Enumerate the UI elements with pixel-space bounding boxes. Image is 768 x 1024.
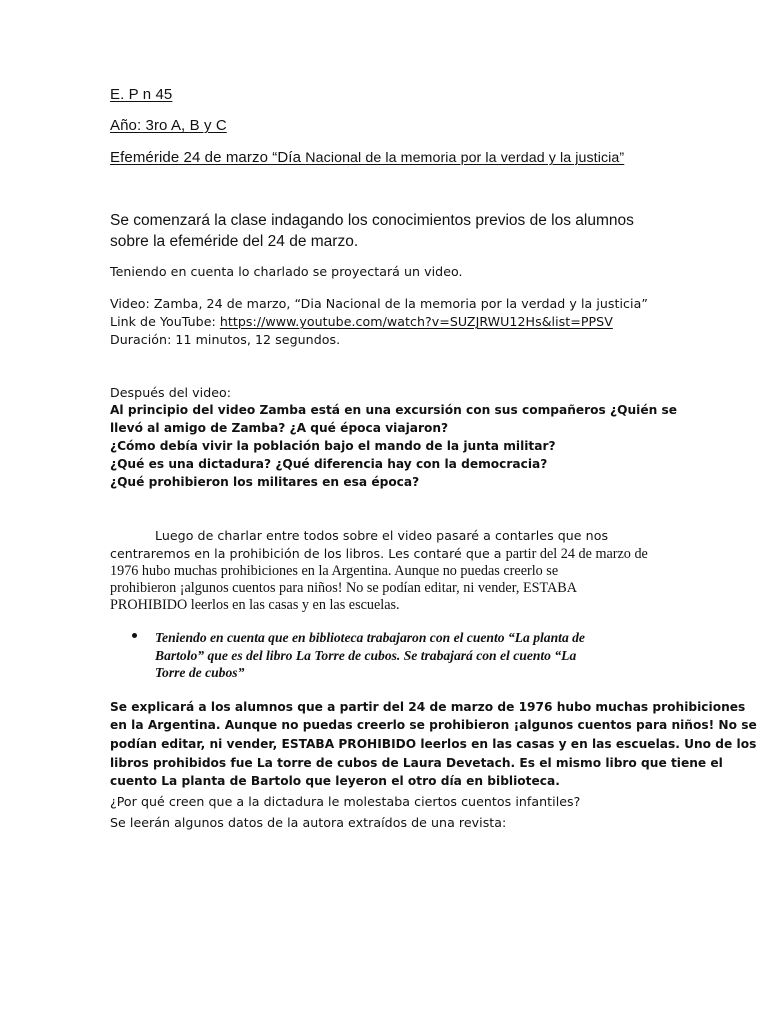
explanation-line-3: podían editar, ni vender, ESTABA PROHIBIDO leerlos en las casas y en las escuelas. Uno de los	[110, 737, 757, 751]
video-link-line	[110, 314, 613, 329]
ephemeris-prefix: Efeméride 24 de marzo “Día	[110, 149, 306, 166]
paragraph-line-4: prohibieron ¡algunos cuentos para niños! No se podían editar, ni vender, ESTABA	[110, 580, 577, 596]
explanation-line-5: cuento La planta de Bartolo que leyeron el otro día en biblioteca.	[110, 774, 560, 788]
intro-line-1: Se comenzará la clase indagando los conocimientos previos de los alumnos	[110, 212, 634, 229]
youtube-link[interactable]: https://www.youtube.com/watch?v=SUZJRWU12Hs&list=PPSV	[219, 314, 613, 329]
school-name: E. P n 45	[110, 86, 173, 103]
ephemeris-heading	[110, 149, 624, 166]
paragraph-line-5: PROHIBIDO leerlos en las casas y en las escuelas.	[110, 597, 400, 613]
video-intro: Teniendo en cuenta lo charlado se proyectará un video.	[110, 264, 463, 279]
bullet-line-3: Torre de cubos”	[155, 665, 245, 680]
bullet-line-1: Teniendo en cuenta que en biblioteca trabajaron con el cuento “La planta de	[155, 630, 585, 645]
explanation-line-2: en la Argentina. Aunque no puedas creerlo se prohibieron ¡algunos cuentos para niños! No se	[110, 718, 757, 732]
reflection-question: ¿Por qué creen que a la dictadura le molestaba ciertos cuentos infantiles?	[110, 794, 581, 809]
explanation-line-1: Se explicará a los alumnos que a partir del 24 de marzo de 1976 hubo muchas prohibiciones	[110, 700, 746, 714]
paragraph-line-3: 1976 hubo muchas prohibiciones en la Argentina. Aunque no puedas creerlo se	[110, 563, 559, 579]
paragraph-line-2	[110, 545, 648, 563]
explanation-line-4: libros prohibidos fue La torre de cubos de Laura Devetach. Es el mismo libro que tiene el	[110, 756, 723, 770]
question-line-2: llevó al amigo de Zamba? ¿A qué época viajaron?	[110, 421, 449, 435]
paragraph-line-2b: partir del 24 de marzo de	[505, 546, 648, 562]
video-title: Video: Zamba, 24 de marzo, “Dia Nacional de la memoria por la verdad y la justicia”	[110, 296, 648, 311]
paragraph-line-2a: centraremos en la prohibición de los libros. Les contaré que a	[110, 546, 506, 561]
video-link-label: Link de YouTube:	[110, 314, 220, 329]
intro-line-2: sobre la efeméride del 24 de marzo.	[110, 233, 359, 250]
closing-line: Se leerán algunos datos de la autora extraídos de una revista:	[110, 815, 507, 830]
bullet-line-2: Bartolo” que es del libro La Torre de cubos. Se trabajará con el cuento “La	[155, 648, 577, 663]
paragraph-line-1: Luego de charlar entre todos sobre el video pasaré a contarles que nos	[155, 528, 609, 543]
question-line-5: ¿Qué prohibieron los militares en esa época?	[110, 475, 420, 489]
question-line-3: ¿Cómo debía vivir la población bajo el mando de la junta militar?	[110, 439, 556, 453]
ephemeris-title: Nacional de la memoria por la verdad y la justicia”	[305, 150, 625, 166]
video-duration: Duración: 11 minutos, 12 segundos.	[110, 332, 341, 347]
bullet-dot	[132, 633, 137, 638]
question-line-4: ¿Qué es una dictadura? ¿Qué diferencia hay con la democracia?	[110, 457, 548, 471]
question-line-1: Al principio del video Zamba está en una excursión con sus compañeros ¿Quién se	[110, 403, 678, 417]
after-video-heading: Después del video:	[110, 385, 232, 400]
grade-year: Año: 3ro A, B y C	[110, 117, 227, 134]
